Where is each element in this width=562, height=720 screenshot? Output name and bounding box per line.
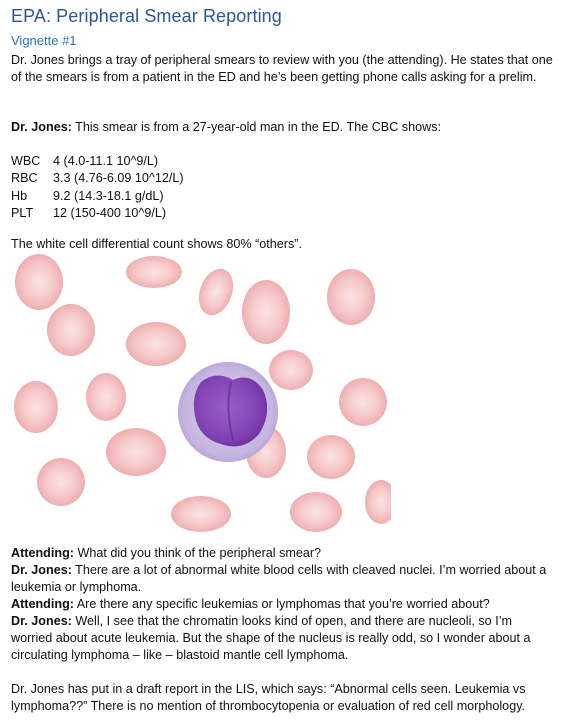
dialogue-line (11, 596, 556, 613)
closing-paragraph: Dr. Jones has put in a draft report in the LIS, which says: “Abnormal cells seen. Leukemia vs lymphoma??” There is no mention of thrombocytopenia or evaluation of red cell morphology. (11, 682, 526, 713)
dialogue-line (11, 545, 556, 562)
atypical-lymphoid-cell (178, 362, 278, 462)
speaker-label: Attending: (11, 597, 74, 611)
intro-paragraph: Dr. Jones brings a tray of peripheral smears to review with you (the attending). He states that one of the smears is from a patient in the ED and he’s been getting phone calls asking for a prelim. (11, 53, 553, 84)
cbc-value: 4 (4.0-11.1 10^9/L) (53, 154, 159, 168)
cbc-value: 12 (150-400 10^9/L) (53, 205, 167, 220)
vignette-heading: Vignette #1 (11, 33, 77, 48)
speaker-label: Attending: (11, 546, 74, 560)
dialogue-text: Well, I see that the chromatin looks kind of open, and there are nucleoli, so I’m worried about acute leukemia. But the shape of the nucleus is really odd, so I wonder about a circulating lymphoma – like – blastoid mantle cell lymphoma. (11, 614, 531, 662)
dialogue-text: What did you think of the peripheral smear? (73, 546, 322, 560)
cbc-row (11, 153, 184, 170)
peripheral-smear-image (11, 252, 391, 534)
cbc-value: 3.3 (4.76-6.09 10^12/L) (53, 171, 184, 186)
cbc-value: 9.2 (14.3-18.1 g/dL) (53, 188, 164, 203)
speaker-label: Dr. Jones: (11, 614, 72, 628)
dialogue-text: There are a lot of abnormal white blood cells with cleaved nuclei. I’m worried about a leukemia or lymphoma. (11, 563, 547, 594)
speaker-label: Dr. Jones: (11, 563, 72, 577)
cbc-table (11, 153, 184, 222)
document-title: EPA: Peripheral Smear Reporting (11, 6, 282, 26)
cbc-row (11, 170, 184, 187)
case-paragraph: Dr. Jones: This smear is from a 27-year-old man in the ED. The CBC shows: (11, 120, 441, 134)
dialogue-line (11, 562, 556, 596)
differential-paragraph: The white cell differential count shows 80% “others”. (11, 237, 302, 251)
cbc-row (11, 188, 184, 205)
cbc-label: PLT (11, 205, 34, 220)
cbc-label: WBC (11, 154, 41, 168)
cbc-label: Hb (11, 188, 28, 203)
cbc-row (11, 205, 184, 222)
cbc-label: RBC (11, 171, 38, 186)
dialogue-text: Are there any specific leukemias or lymphomas that you’re worried about? (73, 597, 490, 611)
speaker-label: Dr. Jones (11, 120, 68, 134)
case-text: This smear is from a 27-year-old man in the ED. The CBC shows: (71, 120, 441, 134)
dialogue-line (11, 613, 556, 664)
